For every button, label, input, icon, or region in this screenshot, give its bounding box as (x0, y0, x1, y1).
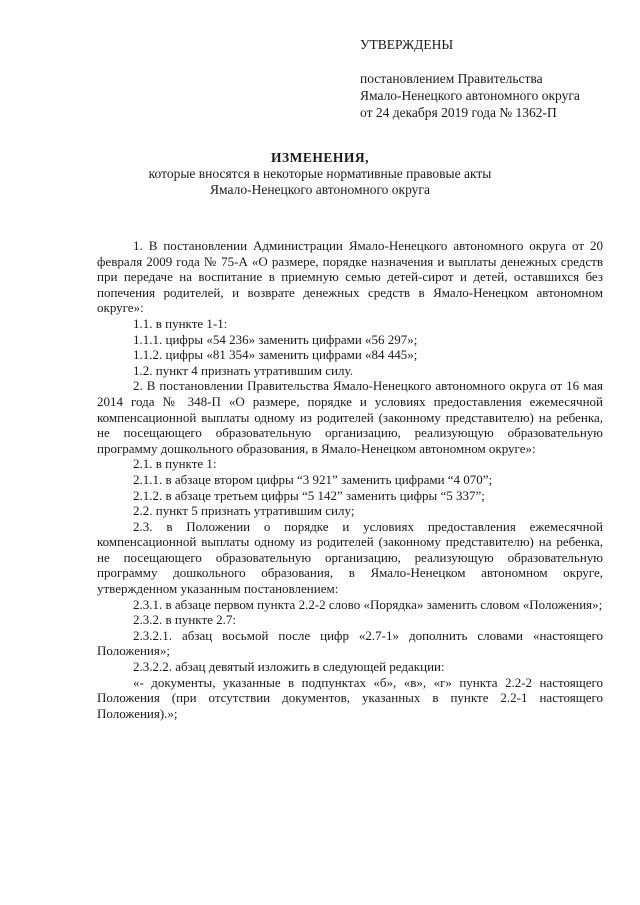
paragraph: 2.3.2.1. абзац восьмой после цифр «2.7-1» дополнить словами «настоящего Положения»; (97, 627, 603, 659)
paragraph: 2.1.1. в абзаце втором цифры “3 921” заменить цифрами “4 070”; (133, 471, 493, 487)
approval-line-2: Ямало-Ненецкого автономного округа (360, 88, 580, 103)
document-title (0, 150, 640, 198)
paragraph: «- документы, указанные в подпунктах «б», «в», «г» пункта 2.2-2 настоящего Положения (при отсутствии документов, указанных в пункте 2.2-1 настоящего Положения).»; (97, 674, 603, 721)
paragraph: 2.3.2. в пункте 2.7: (133, 612, 237, 628)
paragraph: 1.1.1. цифры «54 236» заменить цифрами «56 297»; (133, 331, 418, 347)
document-body (97, 238, 603, 721)
paragraph: 1.1. в пункте 1-1: (133, 315, 228, 331)
paragraph: 2. В постановлении Правительства Ямало-Ненецкого автономного округа от 16 мая 2014 года № 348-П «О размере, порядке и условиях предоставления ежемесячной компенсационной выплаты одному из родителей (законному представителю) на ребенка, не посещающего образовательную организацию, реализующую образовательную программу дошкольного образования, в Ямало-Ненецком автономном округе»: (97, 378, 603, 456)
paragraph: 2.3. в Положении о порядке и условиях предоставления ежемесячной компенсационной выплаты одному из родителей (законному представителю) на ребенка, не посещающего образовательную организацию, реализующую образовательную программу дошкольного образования, в Ямало-Ненецком автономном округе, утвержденном указанным постановлением: (97, 518, 603, 597)
approval-line-1: постановлением Правительства (360, 71, 543, 86)
paragraph: 1.2. пункт 4 признать утратившим силу. (133, 362, 353, 378)
paragraph: 1.1.2. цифры «81 354» заменить цифрами «84 445»; (133, 347, 418, 363)
paragraph: 2.3.1. в абзаце первом пункта 2.2-2 слово «Порядка» заменить словом «Положения»; (133, 596, 603, 612)
paragraph: 2.2. пункт 5 признать утратившим силу; (133, 503, 355, 519)
title-line-1: которые вносятся в некоторые нормативные правовые акты (148, 166, 492, 181)
paragraph: 2.3.2.2. абзац девятый изложить в следующей редакции: (133, 659, 445, 675)
title-main: ИЗМЕНЕНИЯ, (270, 150, 369, 165)
title-line-2: Ямало-Ненецкого автономного округа (210, 182, 430, 197)
paragraph: 1. В постановлении Администрации Ямало-Ненецкого автономного округа от 20 февраля 2009 года № 75-А «О размере, порядке назначения и выплаты денежных средств при передаче на воспитание в приемную семью детей-сирот и детей, оставшихся без попечения родителей, и возврате денежных средств в Ямало-Ненецком автономном округе»: (97, 238, 603, 316)
paragraph: 2.1. в пункте 1: (133, 456, 217, 472)
approval-block (360, 36, 620, 121)
approval-heading: УТВЕРЖДЕНЫ (360, 37, 454, 52)
approval-line-3: от 24 декабря 2019 года № 1362-П (360, 105, 557, 120)
paragraph: 2.1.2. в абзаце третьем цифры “5 142” заменить цифры “5 337”; (133, 487, 485, 503)
